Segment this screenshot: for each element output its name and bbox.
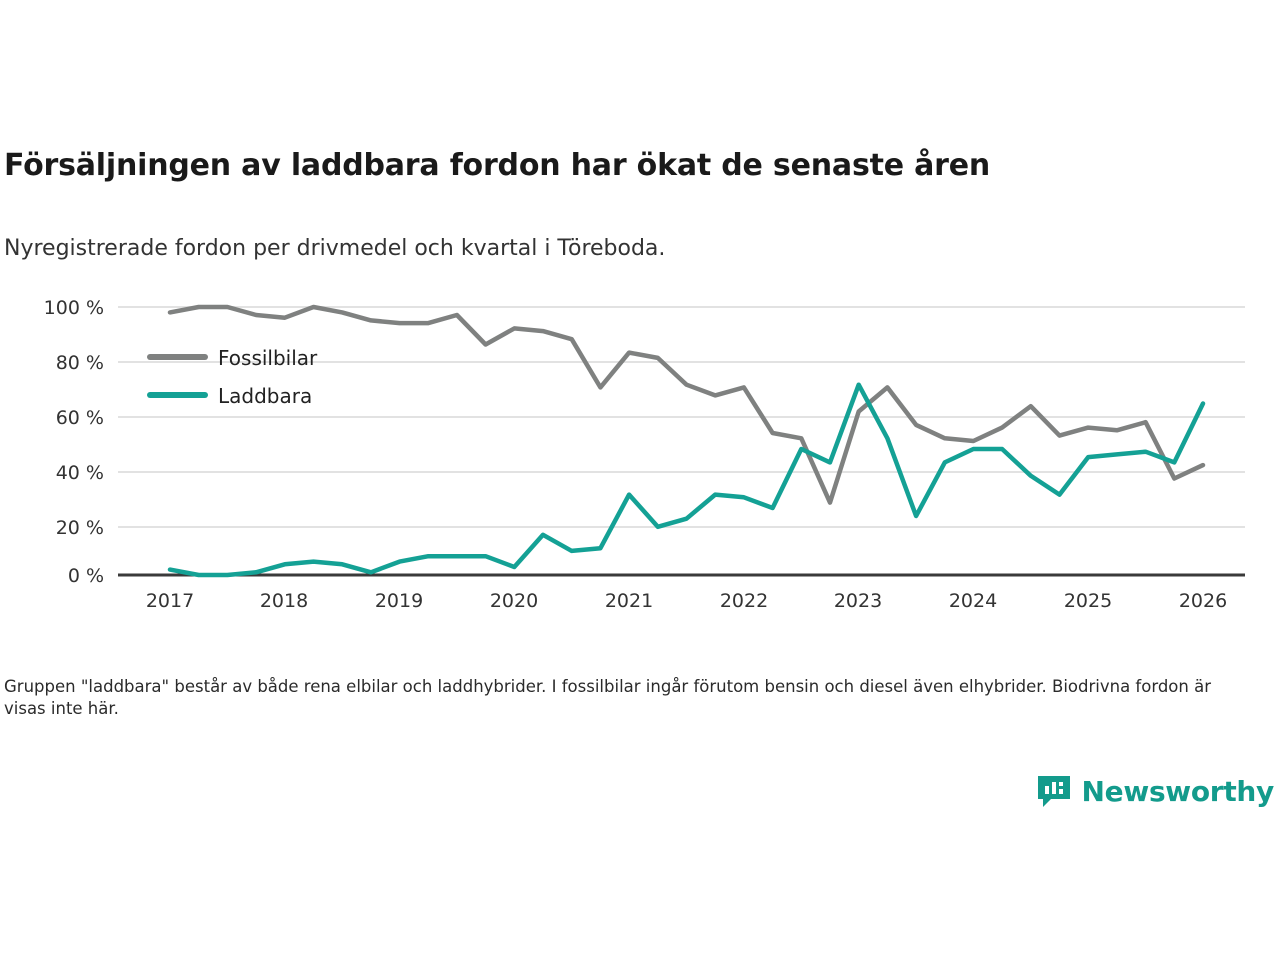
brand-name: Newsworthy — [1081, 774, 1274, 808]
x-tick-label: 2019 — [374, 590, 424, 612]
x-tick-label: 2021 — [604, 590, 654, 612]
x-tick-label: 2022 — [719, 590, 769, 612]
y-tick-label: 40 % — [55, 462, 104, 484]
y-tick-label: 0 % — [67, 565, 104, 587]
y-axis-tick-labels — [44, 297, 104, 587]
y-tick-label: 100 % — [43, 297, 104, 319]
y-tick-label: 60 % — [55, 407, 104, 429]
brand-logo[interactable] — [1035, 772, 1274, 810]
x-tick-label: 2017 — [145, 590, 195, 612]
gridlines — [118, 307, 1245, 527]
legend-label-fossilbilar: Fossilbilar — [218, 346, 318, 370]
chart-footnote: Gruppen "laddbara" består av både rena elbilar och laddhybrider. I fossilbilar ingår förutom bensin och diesel även elhybrider. Biodrivna fordon är visas inte här. — [4, 677, 1211, 718]
chart-legend — [150, 346, 318, 408]
x-axis-tick-labels — [146, 590, 1227, 612]
bar-chart-speech-bubble-icon — [1035, 772, 1073, 810]
x-tick-label: 2020 — [489, 590, 539, 612]
page-title: Försäljningen av laddbara fordon har ökat de senaste åren — [4, 148, 991, 183]
y-tick-label: 20 % — [55, 517, 104, 539]
series-line-fossilbilar — [170, 307, 1203, 503]
y-tick-label: 80 % — [55, 352, 104, 374]
page-subtitle: Nyregistrerade fordon per drivmedel och kvartal i Töreboda. — [4, 236, 666, 261]
series-line-laddbara — [170, 385, 1203, 575]
x-tick-label: 2023 — [833, 590, 883, 612]
legend-label-laddbara: Laddbara — [218, 384, 313, 408]
x-tick-label: 2025 — [1063, 590, 1113, 612]
x-tick-label: 2024 — [948, 590, 998, 612]
x-tick-label: 2018 — [259, 590, 309, 612]
x-tick-label: 2026 — [1178, 590, 1228, 612]
line-chart — [0, 285, 1280, 625]
